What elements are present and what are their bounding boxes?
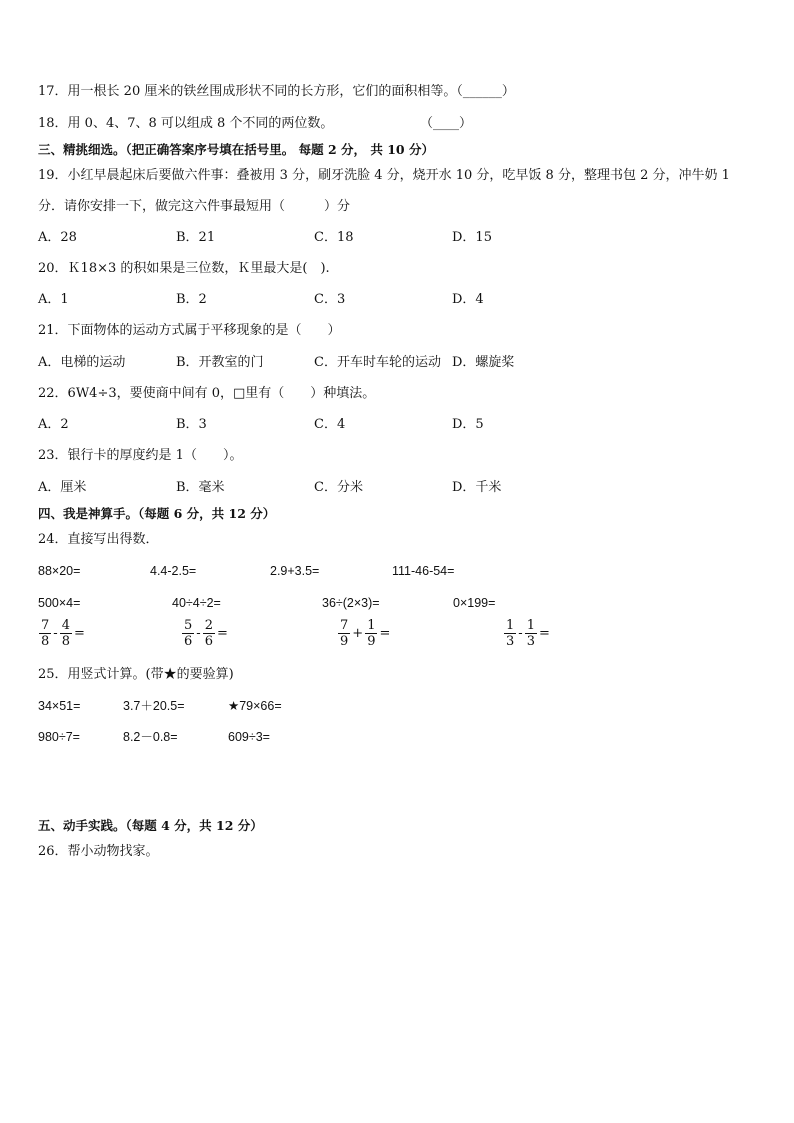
section-3-heading: 三、精挑细选。（把正确答案序号填在括号里。 每题 2 分， 共 10 分） — [38, 142, 434, 157]
fraction: $\frac{7}{8}$ — [41, 618, 50, 649]
fraction: $\frac{2}{6}$ — [204, 618, 213, 649]
section-5-heading: 五、动手实践。（每题 4 分，共 12 分） — [38, 818, 263, 833]
option-c: C．3 — [314, 292, 346, 307]
option-b: B．开教室的门 — [176, 355, 264, 370]
question-24: 24．直接写出得数． — [38, 532, 159, 547]
question-17: 17．用一根长 20 厘米的铁丝围成形状不同的长方形，它们的面积相等。（______） — [38, 84, 515, 99]
operator: - — [518, 626, 523, 641]
question-19-line-2: 分．请你安排一下，做完这六件事最短用（ ）分 — [38, 199, 351, 214]
fraction: $\frac{1}{3}$ — [526, 618, 535, 649]
equals-sign: = — [216, 626, 228, 641]
option-d: D．5 — [452, 417, 484, 432]
question-26: 26．帮小动物找家。 — [38, 844, 159, 859]
option-a: A．28 — [38, 230, 77, 245]
option-b: B．3 — [176, 417, 207, 432]
option-b: B．21 — [176, 230, 216, 245]
mental-calc-item: 0×199= — [453, 596, 496, 610]
option-a: A．1 — [38, 292, 69, 307]
option-c: C．分米 — [314, 480, 363, 495]
fraction: $\frac{1}{9}$ — [367, 618, 376, 649]
question-19-line-1: 19．小红早晨起床后要做六件事：叠被用 3 分，刷牙洗脸 4 分，烧开水 10 分，吃早饭 8 分，整理书包 2 分，冲牛奶 1 — [38, 168, 730, 183]
mental-calc-item: 2.9+3.5= — [270, 564, 320, 578]
question-25: 25．用竖式计算。(带★的要验算) — [38, 667, 234, 682]
mental-calc-item: 40÷4÷2= — [172, 596, 221, 610]
option-a: A．2 — [38, 417, 69, 432]
question-23: 23．银行卡的厚度约是 1（ ）。 — [38, 448, 243, 463]
vertical-calc-item: ★79×66= — [228, 699, 282, 713]
option-b: B．毫米 — [176, 480, 225, 495]
question-18-answer-paren: （____） — [420, 116, 473, 131]
question-22: 22．6W4÷3，要使商中间有 0，□里有（ ）种填法。 — [38, 386, 376, 401]
vertical-calc-item: 3.7＋20.5= — [123, 699, 185, 713]
mental-calc-item: 500×4= — [38, 596, 81, 610]
fraction: $\frac{7}{9}$ — [340, 618, 349, 649]
question-18: 18．用 0、4、7、8 可以组成 8 个不同的两位数。 — [38, 116, 334, 131]
option-d: D．15 — [452, 230, 492, 245]
question-21: 21．下面物体的运动方式属于平移现象的是（ ） — [38, 323, 341, 338]
option-d: D．螺旋桨 — [452, 355, 515, 370]
operator: - — [53, 626, 58, 641]
mental-calc-item: 36÷(2×3)= — [322, 596, 380, 610]
equals-sign: = — [538, 626, 550, 641]
question-20: 20．Ｋ18×3 的积如果是三位数，Ｋ里最大是( ). — [38, 261, 330, 276]
section-4-heading: 四、我是神算手。（每题 6 分，共 12 分） — [38, 506, 276, 521]
option-b: B．2 — [176, 292, 207, 307]
equals-sign: = — [73, 626, 85, 641]
option-a: A．厘米 — [38, 480, 87, 495]
fraction-expression — [503, 618, 551, 649]
fraction: $\frac{5}{6}$ — [184, 618, 193, 649]
mental-calc-item: 4.4-2.5= — [150, 564, 197, 578]
fraction: $\frac{4}{8}$ — [61, 618, 70, 649]
vertical-calc-item: 609÷3= — [228, 730, 270, 744]
fraction-expression — [38, 618, 86, 649]
option-c: C．开车时车轮的运动 — [314, 355, 441, 370]
vertical-calc-item: 980÷7= — [38, 730, 80, 744]
vertical-calc-item: 8.2－0.8= — [123, 730, 178, 744]
option-c: C．4 — [314, 417, 346, 432]
operator: - — [196, 626, 201, 641]
equals-sign: = — [379, 626, 391, 641]
fraction: $\frac{1}{3}$ — [506, 618, 515, 649]
option-d: D．千米 — [452, 480, 502, 495]
mental-calc-item: 88×20= — [38, 564, 81, 578]
fraction-expression — [337, 618, 391, 649]
option-a: A．电梯的运动 — [38, 355, 126, 370]
option-c: C．18 — [314, 230, 354, 245]
operator: + — [352, 626, 364, 641]
option-d: D．4 — [452, 292, 484, 307]
fraction-expression — [181, 618, 229, 649]
mental-calc-item: 111-46-54= — [392, 564, 455, 578]
vertical-calc-item: 34×51= — [38, 699, 81, 713]
